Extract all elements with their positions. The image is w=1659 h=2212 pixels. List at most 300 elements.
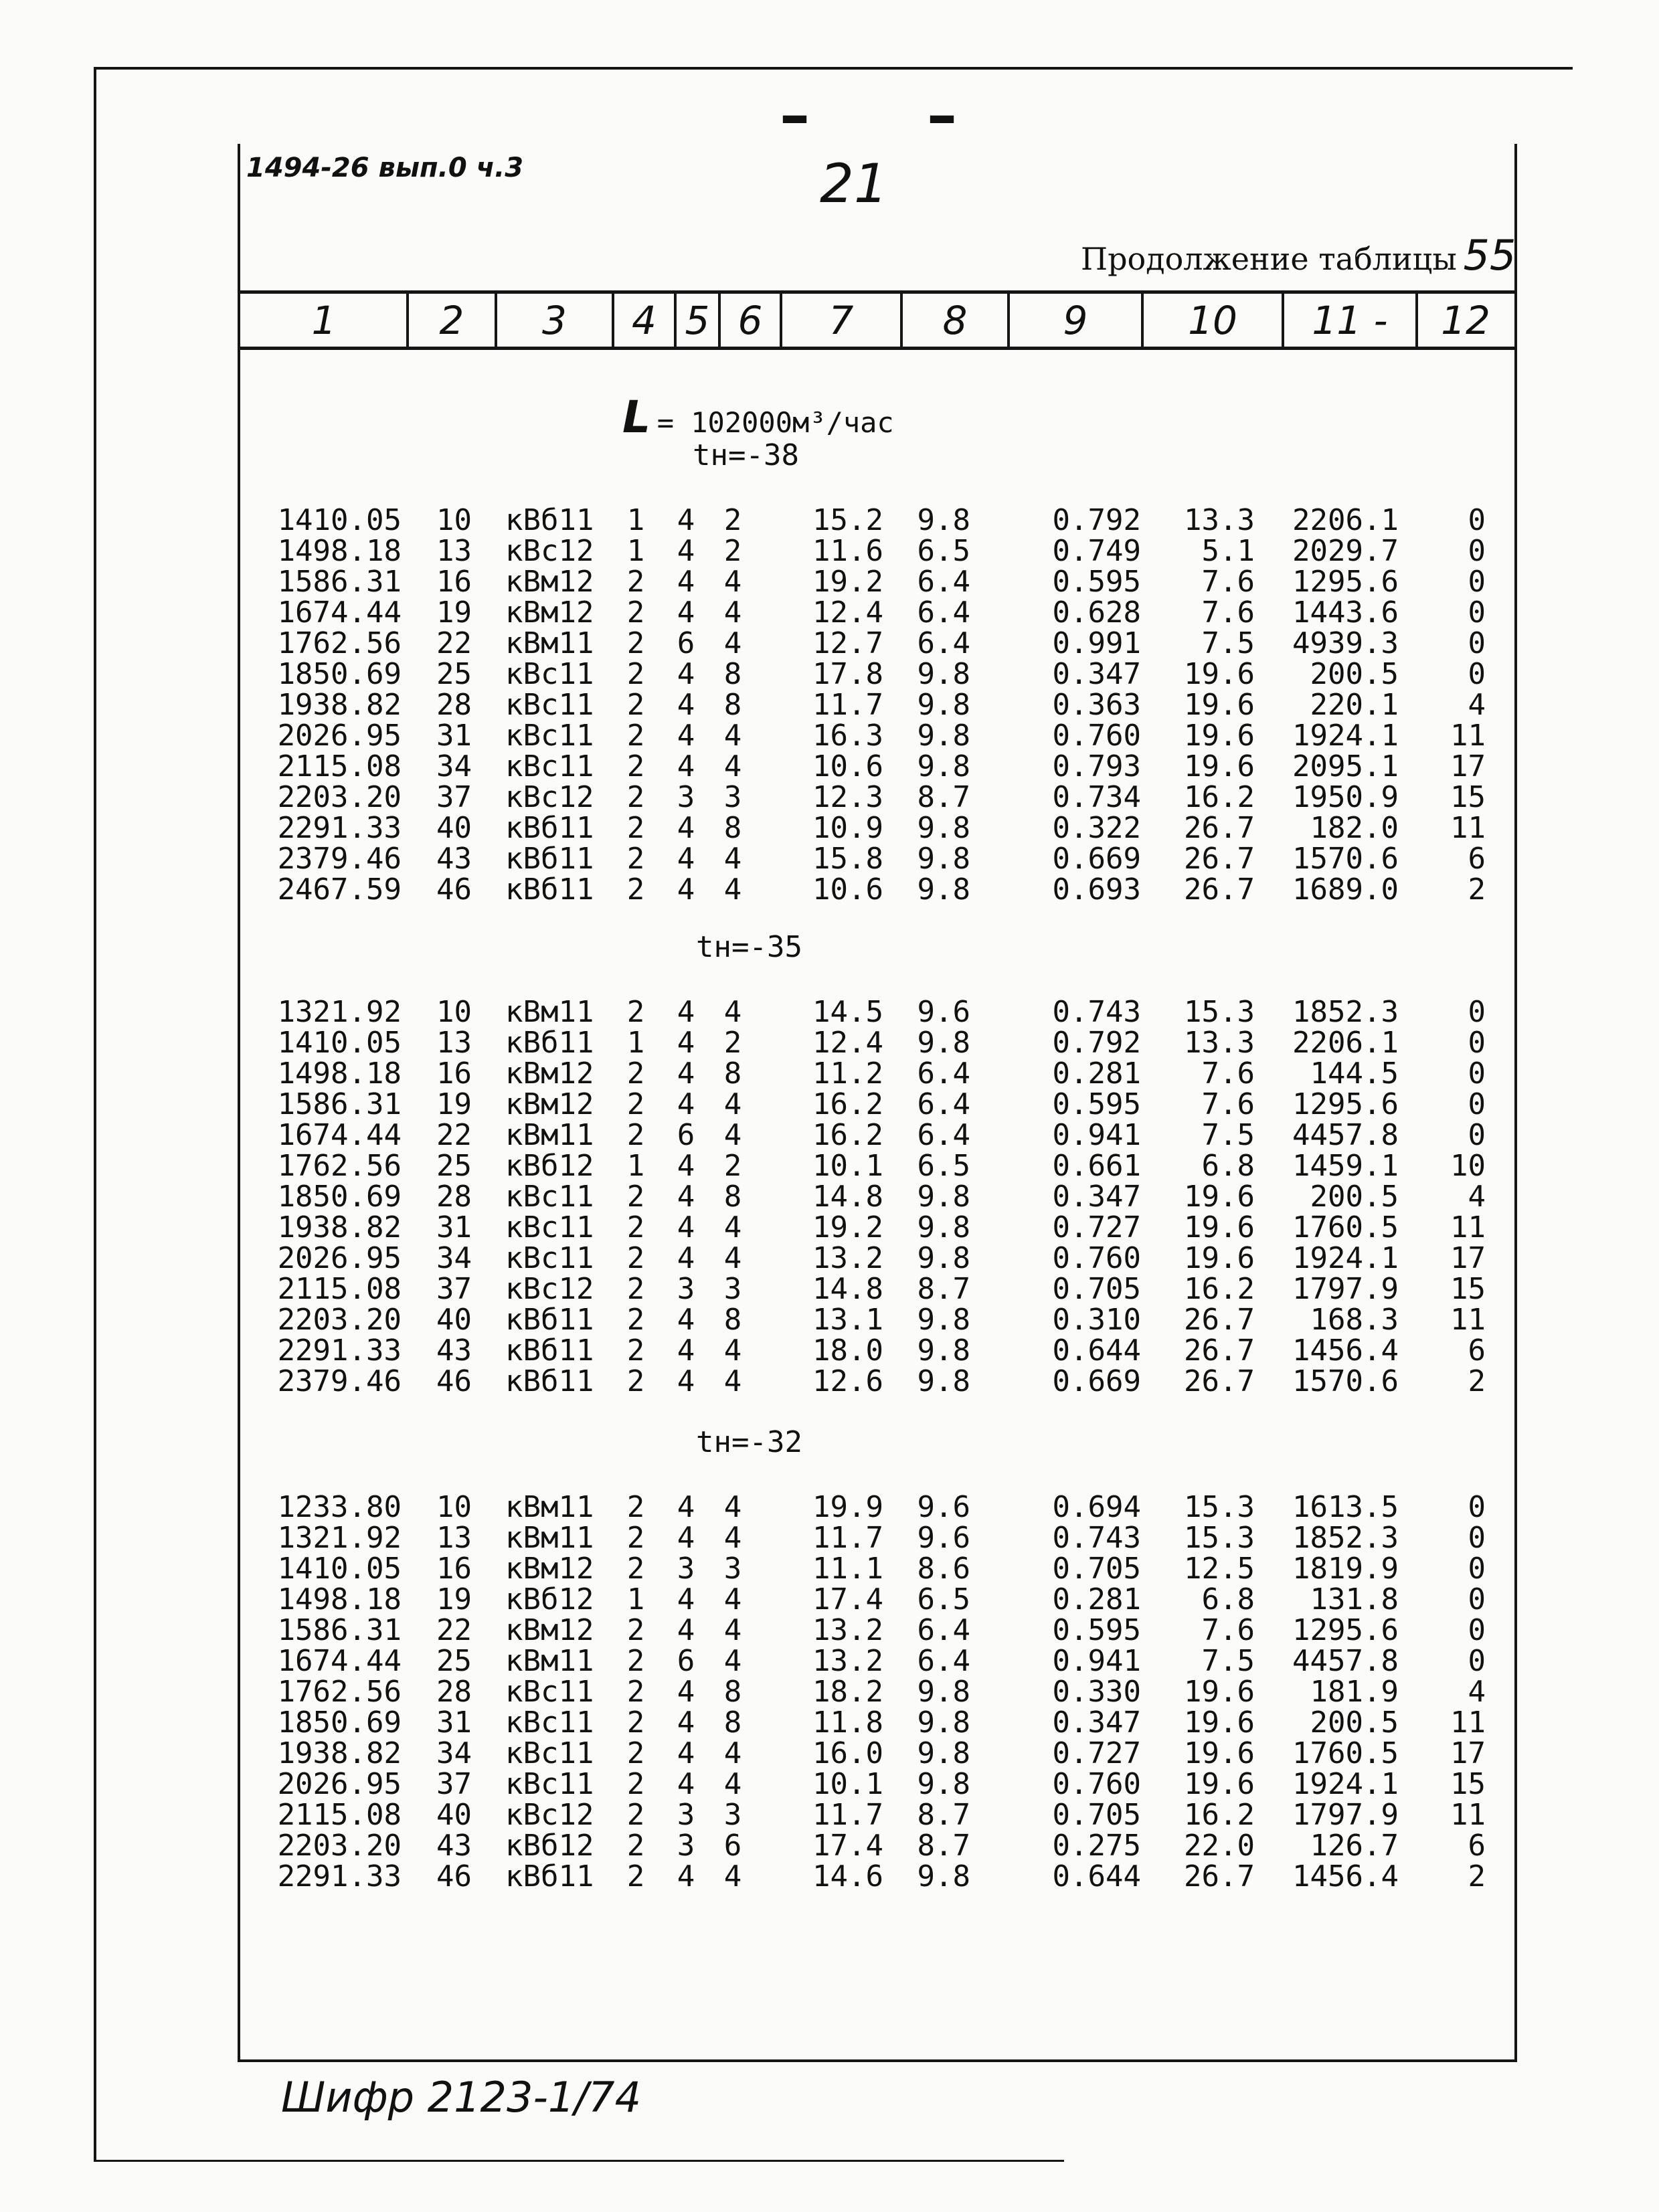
cell-col-6: 4: [723, 1241, 742, 1275]
cell-col-11: 4457.8: [1292, 1118, 1399, 1152]
column-divider: [674, 292, 677, 349]
cell-col-6: 4: [723, 872, 742, 907]
cell-col-2: 34: [436, 749, 472, 784]
cell-col-5: 4: [677, 1675, 695, 1709]
cell-col-12: 11: [1450, 1706, 1486, 1740]
cell-col-3: кВс11: [505, 1180, 594, 1214]
cell-col-6: 4: [723, 1087, 742, 1121]
cell-col-11: 144.5: [1310, 1056, 1399, 1091]
cell-col-3: кВс11: [505, 719, 594, 753]
cell-col-7: 10.6: [812, 749, 883, 784]
cell-col-6: 4: [723, 1644, 742, 1678]
cell-col-2: 43: [436, 842, 472, 876]
cell-col-1: 2379.46: [277, 842, 402, 876]
cell-col-10: 16.2: [1184, 780, 1255, 814]
cell-col-5: 3: [677, 780, 695, 814]
cell-col-9: 0.743: [1052, 995, 1141, 1029]
cell-col-7: 18.2: [812, 1675, 883, 1709]
cell-col-5: 4: [677, 1180, 695, 1214]
table-row: [0, 536, 1659, 567]
cell-col-3: кВм12: [505, 1087, 594, 1121]
cell-col-4: 2: [626, 1210, 645, 1245]
cell-col-1: 1498.18: [277, 534, 402, 568]
table-row: [0, 1708, 1659, 1738]
cell-col-10: 5.1: [1201, 534, 1255, 568]
cell-col-1: 2291.33: [277, 811, 402, 845]
cell-col-5: 4: [677, 1767, 695, 1801]
cell-col-7: 11.7: [812, 688, 883, 722]
cell-col-7: 12.6: [812, 1364, 883, 1398]
cell-col-2: 16: [436, 1552, 472, 1586]
cell-col-1: 2203.20: [277, 780, 402, 814]
cell-col-4: 1: [626, 503, 645, 537]
cell-col-7: 19.9: [812, 1490, 883, 1524]
cell-col-1: 2379.46: [277, 1364, 402, 1398]
cell-col-1: 1410.05: [277, 503, 402, 537]
column-header-6: 6: [737, 298, 763, 343]
cell-col-4: 2: [626, 657, 645, 691]
column-divider: [718, 292, 721, 349]
cell-col-5: 3: [677, 1552, 695, 1586]
cell-col-5: 4: [677, 565, 695, 599]
column-header-5: 5: [685, 298, 710, 343]
cell-col-10: 26.7: [1184, 1859, 1255, 1894]
cell-col-11: 1570.6: [1292, 1364, 1399, 1398]
table-row: [0, 1554, 1659, 1584]
cell-col-11: 1295.6: [1292, 1613, 1399, 1647]
cell-col-10: 7.5: [1201, 626, 1255, 660]
cell-col-2: 46: [436, 1364, 472, 1398]
cell-col-9: 0.644: [1052, 1859, 1141, 1894]
table-row: [0, 1212, 1659, 1243]
cell-col-8: 9.6: [917, 1490, 970, 1524]
table-row: [0, 1738, 1659, 1769]
cell-col-7: 12.4: [812, 1026, 883, 1060]
cell-col-6: 4: [723, 1736, 742, 1770]
cell-col-9: 0.330: [1052, 1675, 1141, 1709]
cell-col-4: 2: [626, 565, 645, 599]
cell-col-10: 19.6: [1184, 1180, 1255, 1214]
cell-col-8: 6.4: [917, 626, 970, 660]
cell-col-8: 9.8: [917, 719, 970, 753]
cell-col-6: 2: [723, 503, 742, 537]
cell-col-9: 0.669: [1052, 842, 1141, 876]
cell-col-7: 13.1: [812, 1303, 883, 1337]
cell-col-6: 4: [723, 1582, 742, 1617]
top-dash-right: –: [927, 80, 957, 151]
cell-col-2: 37: [436, 1272, 472, 1306]
cell-col-6: 4: [723, 1859, 742, 1894]
cell-col-7: 17.4: [812, 1829, 883, 1863]
cell-col-12: 0: [1468, 1644, 1486, 1678]
cell-col-5: 4: [677, 595, 695, 630]
cell-col-6: 4: [723, 749, 742, 784]
cell-col-2: 46: [436, 1859, 472, 1894]
cell-col-5: 4: [677, 1303, 695, 1337]
cell-col-8: 9.8: [917, 1859, 970, 1894]
cell-col-4: 2: [626, 1303, 645, 1337]
cell-col-4: 2: [626, 872, 645, 907]
cell-col-7: 11.7: [812, 1521, 883, 1555]
cell-col-10: 15.3: [1184, 1521, 1255, 1555]
flow-value: = 102000м³/час: [657, 406, 894, 439]
cell-col-9: 0.595: [1052, 1613, 1141, 1647]
cell-col-7: 10.6: [812, 872, 883, 907]
cell-col-3: кВс11: [505, 657, 594, 691]
cell-col-1: 1321.92: [277, 1521, 402, 1555]
cell-col-9: 0.793: [1052, 749, 1141, 784]
table-row: [0, 721, 1659, 751]
cell-col-11: 1295.6: [1292, 1087, 1399, 1121]
cell-col-2: 46: [436, 872, 472, 907]
cell-col-9: 0.347: [1052, 657, 1141, 691]
cell-col-9: 0.595: [1052, 1087, 1141, 1121]
cell-col-8: 9.8: [917, 1736, 970, 1770]
cell-col-11: 131.8: [1310, 1582, 1399, 1617]
cell-col-9: 0.727: [1052, 1210, 1141, 1245]
cell-col-12: 0: [1468, 503, 1486, 537]
cell-col-5: 6: [677, 1118, 695, 1152]
cell-col-4: 2: [626, 1333, 645, 1368]
cell-col-5: 4: [677, 657, 695, 691]
cell-col-4: 2: [626, 1241, 645, 1275]
cell-col-2: 28: [436, 1675, 472, 1709]
cell-col-3: кВб12: [505, 1149, 594, 1183]
cell-col-3: кВб11: [505, 1364, 594, 1398]
cell-col-8: 9.8: [917, 1767, 970, 1801]
cell-col-6: 4: [723, 1767, 742, 1801]
cell-col-11: 4457.8: [1292, 1644, 1399, 1678]
cell-col-3: кВс11: [505, 1736, 594, 1770]
cell-col-9: 0.749: [1052, 534, 1141, 568]
cell-col-11: 1950.9: [1292, 780, 1399, 814]
table-row: [0, 1274, 1659, 1305]
cell-col-5: 3: [677, 1798, 695, 1832]
cell-col-6: 8: [723, 811, 742, 845]
cell-col-1: 1410.05: [277, 1026, 402, 1060]
cell-col-9: 0.694: [1052, 1490, 1141, 1524]
cell-col-7: 11.8: [812, 1706, 883, 1740]
cell-col-7: 14.6: [812, 1859, 883, 1894]
cell-col-9: 0.595: [1052, 565, 1141, 599]
cell-col-6: 4: [723, 995, 742, 1029]
cell-col-5: 4: [677, 1026, 695, 1060]
cell-col-2: 16: [436, 565, 472, 599]
cell-col-5: 4: [677, 1859, 695, 1894]
cell-col-4: 2: [626, 626, 645, 660]
cell-col-10: 26.7: [1184, 1333, 1255, 1368]
cell-col-7: 14.5: [812, 995, 883, 1029]
cell-col-11: 1443.6: [1292, 595, 1399, 630]
cell-col-2: 25: [436, 657, 472, 691]
cell-col-1: 1938.82: [277, 1736, 402, 1770]
cell-col-12: 0: [1468, 995, 1486, 1029]
cell-col-11: 1689.0: [1292, 872, 1399, 907]
cell-col-10: 19.6: [1184, 1706, 1255, 1740]
cell-col-10: 12.5: [1184, 1552, 1255, 1586]
cell-col-10: 7.6: [1201, 1613, 1255, 1647]
cell-col-4: 2: [626, 1490, 645, 1524]
cell-col-3: кВм12: [505, 1613, 594, 1647]
column-divider: [900, 292, 903, 349]
cell-col-1: 1938.82: [277, 1210, 402, 1245]
cell-col-6: 4: [723, 565, 742, 599]
cell-col-9: 0.363: [1052, 688, 1141, 722]
cell-col-12: 0: [1468, 1582, 1486, 1617]
cell-col-9: 0.760: [1052, 1241, 1141, 1275]
cell-col-4: 2: [626, 688, 645, 722]
cell-col-8: 8.7: [917, 1829, 970, 1863]
cell-col-10: 19.6: [1184, 688, 1255, 722]
cell-col-2: 28: [436, 688, 472, 722]
cell-col-9: 0.760: [1052, 719, 1141, 753]
cell-col-4: 2: [626, 842, 645, 876]
cell-col-11: 1570.6: [1292, 842, 1399, 876]
cell-col-2: 40: [436, 1303, 472, 1337]
cell-col-6: 8: [723, 1056, 742, 1091]
cell-col-11: 2206.1: [1292, 1026, 1399, 1060]
cell-col-9: 0.792: [1052, 1026, 1141, 1060]
cell-col-3: кВб12: [505, 1582, 594, 1617]
table-row: [0, 567, 1659, 597]
cell-col-10: 6.8: [1201, 1582, 1255, 1617]
cell-col-5: 4: [677, 749, 695, 784]
cell-col-3: кВб11: [505, 1303, 594, 1337]
cell-col-4: 2: [626, 1706, 645, 1740]
cell-col-1: 1850.69: [277, 1180, 402, 1214]
cell-col-2: 13: [436, 1521, 472, 1555]
cell-col-12: 2: [1468, 1859, 1486, 1894]
cell-col-12: 15: [1450, 780, 1486, 814]
cell-col-8: 6.5: [917, 1582, 970, 1617]
cell-col-11: 1852.3: [1292, 1521, 1399, 1555]
cell-col-3: кВм12: [505, 595, 594, 630]
table-row: [0, 751, 1659, 782]
cell-col-12: 2: [1468, 1364, 1486, 1398]
cell-col-10: 26.7: [1184, 842, 1255, 876]
table-row: [0, 1584, 1659, 1615]
cell-col-2: 19: [436, 595, 472, 630]
column-header-1: 1: [311, 298, 337, 343]
cell-col-10: 7.6: [1201, 595, 1255, 630]
cell-col-3: кВб11: [505, 842, 594, 876]
cell-col-8: 9.6: [917, 1521, 970, 1555]
cell-col-2: 22: [436, 626, 472, 660]
cell-col-6: 2: [723, 1026, 742, 1060]
cell-col-8: 6.4: [917, 1118, 970, 1152]
cell-col-6: 4: [723, 842, 742, 876]
cell-col-2: 25: [436, 1149, 472, 1183]
column-divider: [1141, 292, 1144, 349]
cell-col-10: 13.3: [1184, 503, 1255, 537]
cell-col-6: 4: [723, 1118, 742, 1152]
table-number: 55: [1463, 231, 1516, 280]
cell-col-11: 1459.1: [1292, 1149, 1399, 1183]
column-divider: [1007, 292, 1010, 349]
cell-col-11: 1924.1: [1292, 1241, 1399, 1275]
cell-col-9: 0.760: [1052, 1767, 1141, 1801]
cell-col-10: 15.3: [1184, 995, 1255, 1029]
cell-col-1: 1586.31: [277, 1087, 402, 1121]
cell-col-8: 6.5: [917, 1149, 970, 1183]
table-row: [0, 1861, 1659, 1892]
cell-col-1: 2115.08: [277, 749, 402, 784]
cell-col-7: 15.8: [812, 842, 883, 876]
cell-col-9: 0.281: [1052, 1056, 1141, 1091]
table-row: [0, 1646, 1659, 1677]
cell-col-12: 0: [1468, 657, 1486, 691]
cell-col-9: 0.705: [1052, 1272, 1141, 1306]
cell-col-5: 6: [677, 1644, 695, 1678]
cell-col-5: 4: [677, 1210, 695, 1245]
cell-col-4: 1: [626, 1026, 645, 1060]
cell-col-11: 4939.3: [1292, 626, 1399, 660]
cell-col-8: 8.7: [917, 1798, 970, 1832]
cell-col-10: 22.0: [1184, 1829, 1255, 1863]
cell-col-5: 4: [677, 872, 695, 907]
cell-col-3: кВб11: [505, 1333, 594, 1368]
cell-col-9: 0.347: [1052, 1706, 1141, 1740]
cell-col-3: кВс11: [505, 749, 594, 784]
cell-col-1: 1498.18: [277, 1582, 402, 1617]
cell-col-2: 13: [436, 1026, 472, 1060]
cell-col-12: 4: [1468, 1675, 1486, 1709]
cell-col-10: 26.7: [1184, 1303, 1255, 1337]
cell-col-4: 2: [626, 1118, 645, 1152]
cell-col-3: кВс12: [505, 1798, 594, 1832]
cell-col-10: 16.2: [1184, 1798, 1255, 1832]
cell-col-6: 8: [723, 657, 742, 691]
cell-col-9: 0.669: [1052, 1364, 1141, 1398]
cell-col-11: 1456.4: [1292, 1859, 1399, 1894]
cell-col-2: 40: [436, 811, 472, 845]
cell-col-6: 4: [723, 1364, 742, 1398]
cell-col-8: 6.4: [917, 1644, 970, 1678]
cell-col-2: 10: [436, 995, 472, 1029]
cell-col-5: 4: [677, 688, 695, 722]
cell-col-12: 4: [1468, 1180, 1486, 1214]
cell-col-7: 19.2: [812, 565, 883, 599]
cell-col-2: 31: [436, 719, 472, 753]
cell-col-10: 7.6: [1201, 565, 1255, 599]
cell-col-2: 10: [436, 503, 472, 537]
cell-col-4: 2: [626, 780, 645, 814]
cell-col-4: 2: [626, 1087, 645, 1121]
cell-col-2: 10: [436, 1490, 472, 1524]
cell-col-5: 4: [677, 1056, 695, 1091]
cell-col-5: 4: [677, 1736, 695, 1770]
cell-col-6: 3: [723, 780, 742, 814]
cell-col-11: 220.1: [1310, 688, 1399, 722]
cell-col-4: 2: [626, 1552, 645, 1586]
cell-col-2: 19: [436, 1582, 472, 1617]
column-divider: [612, 292, 614, 349]
cell-col-3: кВс11: [505, 1706, 594, 1740]
cell-col-11: 1295.6: [1292, 565, 1399, 599]
cell-col-6: 4: [723, 1490, 742, 1524]
cell-col-11: 1760.5: [1292, 1210, 1399, 1245]
cell-col-12: 2: [1468, 872, 1486, 907]
cell-col-9: 0.941: [1052, 1118, 1141, 1152]
cell-col-3: кВс11: [505, 1210, 594, 1245]
cell-col-1: 1762.56: [277, 1675, 402, 1709]
cell-col-7: 10.9: [812, 811, 883, 845]
cell-col-5: 4: [677, 1582, 695, 1617]
cell-col-8: 9.8: [917, 688, 970, 722]
cell-col-7: 12.4: [812, 595, 883, 630]
cell-col-4: 2: [626, 1180, 645, 1214]
column-divider: [495, 292, 497, 349]
cell-col-10: 7.5: [1201, 1118, 1255, 1152]
cell-col-5: 4: [677, 995, 695, 1029]
cell-col-1: 1674.44: [277, 1644, 402, 1678]
cell-col-7: 17.8: [812, 657, 883, 691]
cell-col-11: 1819.9: [1292, 1552, 1399, 1586]
cell-col-2: 22: [436, 1118, 472, 1152]
cell-col-2: 34: [436, 1241, 472, 1275]
column-header-9: 9: [1063, 298, 1088, 343]
cell-col-5: 4: [677, 534, 695, 568]
cell-col-4: 2: [626, 1798, 645, 1832]
cell-col-7: 12.7: [812, 626, 883, 660]
column-header-12: 12: [1441, 298, 1490, 343]
cell-col-7: 17.4: [812, 1582, 883, 1617]
cell-col-12: 11: [1450, 1798, 1486, 1832]
cell-col-1: 2026.95: [277, 1767, 402, 1801]
cell-col-8: 9.8: [917, 842, 970, 876]
cell-col-12: 6: [1468, 1333, 1486, 1368]
cell-col-9: 0.941: [1052, 1644, 1141, 1678]
cell-col-12: 0: [1468, 534, 1486, 568]
cell-col-11: 1613.5: [1292, 1490, 1399, 1524]
cell-col-6: 4: [723, 1613, 742, 1647]
cell-col-6: 4: [723, 595, 742, 630]
cell-col-9: 0.792: [1052, 503, 1141, 537]
table-row: [0, 1335, 1659, 1366]
cell-col-12: 11: [1450, 811, 1486, 845]
cell-col-4: 1: [626, 534, 645, 568]
cell-col-3: кВс11: [505, 1241, 594, 1275]
cell-col-4: 2: [626, 595, 645, 630]
table-row: [0, 1243, 1659, 1274]
cell-col-1: 1938.82: [277, 688, 402, 722]
cell-col-6: 4: [723, 1521, 742, 1555]
table-row: [0, 659, 1659, 690]
table-row: [0, 505, 1659, 536]
cell-col-6: 8: [723, 688, 742, 722]
cell-col-1: 1762.56: [277, 1149, 402, 1183]
column-divider: [406, 292, 409, 349]
cell-col-9: 0.322: [1052, 811, 1141, 845]
cell-col-4: 2: [626, 1272, 645, 1306]
column-divider: [1282, 292, 1284, 349]
cell-col-1: 2203.20: [277, 1829, 402, 1863]
cell-col-11: 1924.1: [1292, 1767, 1399, 1801]
cell-col-8: 6.4: [917, 565, 970, 599]
cell-col-4: 2: [626, 749, 645, 784]
cell-col-6: 8: [723, 1303, 742, 1337]
cell-col-2: 19: [436, 1087, 472, 1121]
cell-col-8: 6.4: [917, 1613, 970, 1647]
cell-col-5: 4: [677, 1490, 695, 1524]
top-dash-left: –: [780, 80, 810, 151]
cell-col-7: 13.2: [812, 1613, 883, 1647]
cell-col-10: 7.6: [1201, 1087, 1255, 1121]
table-row: [0, 690, 1659, 721]
cell-col-10: 19.6: [1184, 1210, 1255, 1245]
cell-col-9: 0.693: [1052, 872, 1141, 907]
cell-col-7: 11.6: [812, 534, 883, 568]
